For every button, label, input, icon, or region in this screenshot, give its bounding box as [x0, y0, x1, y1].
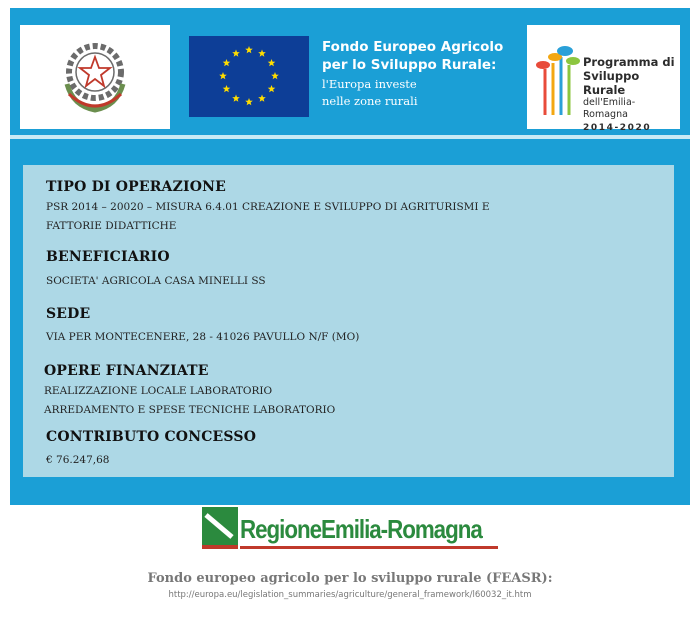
beneficiario-heading: BENEFICIARIO: [46, 249, 170, 265]
eu-stars-icon: [189, 36, 309, 117]
eu-star-icon: [223, 85, 231, 92]
regione-logo-text: RegioneEmilia-Romagna: [240, 514, 482, 544]
eu-star-icon: [232, 95, 240, 102]
eu-flag: [189, 36, 309, 117]
psr-logo-box: [527, 25, 680, 133]
tipo-line-1: PSR 2014 – 20020 – MISURA 6.4.01 CREAZIONE E SVILUPPO DI AGRITURISMI E: [46, 201, 490, 213]
italian-republic-emblem-icon: [55, 34, 135, 120]
eu-subtitle-line-2: nelle zone rurali: [322, 94, 418, 108]
contributo-heading: CONTRIBUTO CONCESSO: [46, 429, 257, 445]
regione-logo-underline: [240, 546, 498, 549]
eu-star-icon: [271, 72, 279, 79]
tipo-line-2: FATTORIE DIDATTICHE: [46, 220, 177, 232]
psr-region: dell'Emilia-Romagna: [583, 97, 636, 120]
psr-title-1: Programma di: [583, 55, 675, 69]
eu-star-icon: [245, 98, 253, 105]
regione-flag-icon: [202, 507, 238, 549]
psr-sprout-icon: [533, 39, 583, 119]
eu-fund-text: [322, 38, 503, 110]
feasr-label: Fondo europeo agricolo per lo sviluppo rurale (FEASR):: [147, 571, 553, 586]
operation-info-panel: [23, 165, 674, 477]
eu-star-icon: [268, 59, 276, 66]
italian-emblem-box: [20, 25, 170, 129]
psr-years: 2014-2020: [583, 123, 652, 133]
psr-title-2: Sviluppo Rurale: [583, 69, 640, 97]
poster-frame: [10, 8, 690, 505]
header-divider: [10, 135, 690, 139]
eu-title-line-1: Fondo Europeo Agricolo: [322, 39, 504, 55]
beneficiario-value: SOCIETA' AGRICOLA CASA MINELLI SS: [46, 275, 266, 287]
regione-emilia-romagna-logo: [202, 507, 498, 551]
eu-star-icon: [258, 49, 266, 56]
psr-logo-text: [583, 55, 680, 133]
eu-star-icon: [223, 59, 231, 66]
logo-header: [10, 8, 690, 140]
eu-star-icon: [268, 85, 276, 92]
eu-subtitle-line-1: l'Europa investe: [322, 77, 417, 91]
sede-heading: SEDE: [46, 306, 91, 322]
eu-star-icon: [232, 49, 240, 56]
opere-line-1: REALIZZAZIONE LOCALE LABORATORIO: [44, 385, 273, 397]
eu-star-icon: [258, 95, 266, 102]
feasr-link[interactable]: http://europa.eu/legislation_summaries/agriculture/general_framework/l60032_it.htm: [168, 590, 532, 600]
sede-value: VIA PER MONTECENERE, 28 - 41026 PAVULLO N/F (MO): [46, 331, 360, 343]
opere-heading: OPERE FINANZIATE: [44, 363, 209, 379]
contributo-value: € 76.247,68: [46, 454, 110, 466]
opere-line-2: ARREDAMENTO E SPESE TECNICHE LABORATORIO: [44, 404, 336, 416]
eu-star-icon: [219, 72, 227, 79]
eu-title-line-2: per lo Sviluppo Rurale:: [322, 57, 497, 73]
tipo-heading: TIPO DI OPERAZIONE: [46, 179, 227, 195]
eu-star-icon: [245, 46, 253, 53]
